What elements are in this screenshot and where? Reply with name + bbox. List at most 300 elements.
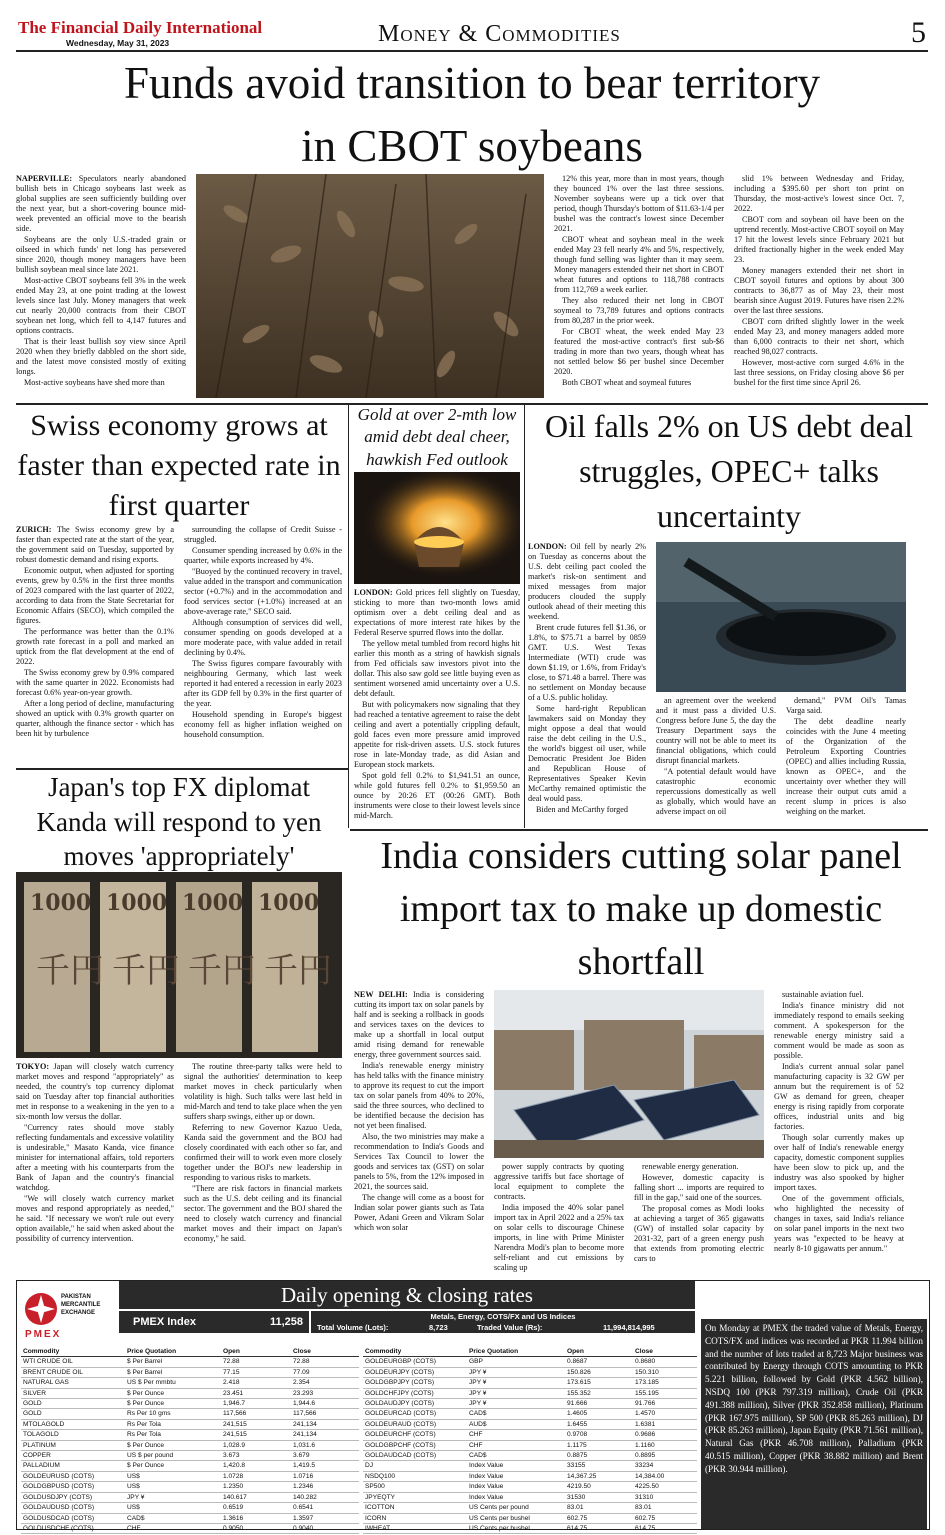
table-cell: 0.6541 xyxy=(291,1503,359,1513)
table-cell: 1,419.5 xyxy=(291,1461,359,1471)
table-cell: 83.01 xyxy=(633,1503,697,1513)
soybean-photo xyxy=(196,174,544,398)
soy-col-1 xyxy=(16,174,186,398)
table-cell: 72.88 xyxy=(221,1357,291,1367)
table-row xyxy=(21,1388,359,1398)
paragraph: Biden and McCarthy forged xyxy=(536,805,628,814)
table-row xyxy=(21,1482,359,1492)
table-cell: GOLD xyxy=(21,1399,125,1409)
vrule-b xyxy=(524,404,525,828)
table-cell: Rs Per 10 gms xyxy=(125,1409,221,1419)
table-cell: Index Value xyxy=(467,1471,565,1481)
table-cell: $ Per Ounce xyxy=(125,1388,221,1398)
table-cell: CHF xyxy=(125,1523,221,1533)
table-cell: COPPER xyxy=(21,1451,125,1461)
table-cell: 117,566 xyxy=(221,1409,291,1419)
table-cell: JPY ¥ xyxy=(467,1388,565,1398)
table-row xyxy=(363,1523,697,1533)
table-cell: 33234 xyxy=(633,1461,697,1471)
table-cell: 3.679 xyxy=(291,1451,359,1461)
table-cell: 602.75 xyxy=(633,1513,697,1523)
paragraph: "A potential default would have catastrophic economic repercussions domestically as well as globally, which would have an adverse impact on oil xyxy=(656,767,776,816)
paragraph: NEW DELHI: India is considering cutting its import tax on solar panels by half and is seeking a rollback in goods and services taxes on the devices to make up a shortfall in local output amid rising demand for renewable energy, three government sources said. xyxy=(354,990,484,1059)
table-cell: TOLAGOLD xyxy=(21,1430,125,1440)
headline-soybeans: Funds avoid transition to bear territory in CBOT soybeans xyxy=(123,58,821,171)
paragraph: demand," PVM Oil's Tamas Varga said. xyxy=(786,696,906,715)
table-cell: 155.195 xyxy=(633,1388,697,1398)
paragraph: Though solar currently makes up over half of India's renewable energy capacity, domestic component supplies have been slow to pick up, and the industry was also spooked by higher import taxes. xyxy=(774,1133,904,1192)
column-header: Commodity xyxy=(21,1347,125,1357)
traded-value: 11,994,814,995 xyxy=(603,1323,655,1332)
table-cell: 31530 xyxy=(565,1492,633,1502)
table-header xyxy=(21,1347,359,1357)
rates-box xyxy=(16,1280,930,1530)
table-cell: GOLDUSDJPY (COTS) xyxy=(21,1492,125,1502)
paragraph: India's renewable energy ministry has held talks with the finance ministry to approve its request to cut the import tax on solar panels from 40% to 20%, said the three sources, who declined to be identified because the decision has not yet been finalised. xyxy=(354,1061,484,1130)
table-cell: 1,031.6 xyxy=(291,1440,359,1450)
table-cell: US Cents per bushel xyxy=(467,1513,565,1523)
paragraph: The proposal comes as Modi looks at achieving a target of 365 gigawatts (GW) of installed solar capacity by 2031-32, part of a green energy push that extends from promoting electric cars to xyxy=(634,1204,764,1263)
table-cell: GOLDGBPUSD (COTS) xyxy=(21,1482,125,1492)
table-cell: GOLDEURAUD (COTS) xyxy=(363,1419,467,1429)
table-cell: JPY ¥ xyxy=(125,1492,221,1502)
table-cell: GOLDAUDUSD (COTS) xyxy=(21,1503,125,1513)
rates-title: Daily opening & closing rates xyxy=(119,1281,695,1309)
paragraph: After a long period of decline, manufacturing showed an uptick with 0.3% growth quarter on quarter, although the finance sector - which has been hit by turbulence xyxy=(16,699,174,738)
table-cell: 241,134 xyxy=(291,1419,359,1429)
table-cell: US Cents per pound xyxy=(467,1503,565,1513)
paragraph: India's current annual solar panel manufacturing capacity is 32 GW per annum but the requirement is of 52 GW as demand for green, cheaper energy is rising rapidly from corporate offices, industrial units and big factories. xyxy=(774,1062,904,1131)
table-header xyxy=(363,1347,697,1357)
paragraph: The Swiss figures compare favourably with neighbouring Germany, which last week reported it had entered a recession in early 2023 after its GDP fell by 0.3% in the first quarter of the year. xyxy=(184,659,342,708)
table-cell: CAD$ xyxy=(467,1409,565,1419)
index-label: PMEX Index xyxy=(133,1316,196,1328)
table-cell: Rs Per Tola xyxy=(125,1419,221,1429)
table-row xyxy=(21,1419,359,1429)
table-cell: 1.6381 xyxy=(633,1419,697,1429)
svg-text:千円: 千円 xyxy=(36,951,104,991)
table-cell: GOLDAUDJPY (COTS) xyxy=(363,1399,467,1409)
issue-date: Wednesday, May 31, 2023 xyxy=(66,38,170,48)
table-cell: JPY ¥ xyxy=(467,1378,565,1388)
table-cell: GOLDUSDCHF (COTS) xyxy=(21,1523,125,1533)
gold-body xyxy=(354,588,520,828)
table-cell: 0.8687 xyxy=(565,1357,633,1367)
yen-photo xyxy=(16,872,342,1058)
table-cell: 23.293 xyxy=(291,1388,359,1398)
table-cell: 1.1175 xyxy=(565,1440,633,1450)
pmex-logo xyxy=(21,1285,115,1343)
paragraph: Also, the two ministries may make a recommendation to India's Goods and Services Tax Council to lower the goods and services tax (GST) on solar panels to 5%, from the 12% imposed in 2021, the sources said. xyxy=(354,1132,484,1191)
table-cell: 3.673 xyxy=(221,1451,291,1461)
table-cell: 241,515 xyxy=(221,1419,291,1429)
table-cell: 0.9686 xyxy=(633,1430,697,1440)
table-row xyxy=(363,1378,697,1388)
table-cell: 150.310 xyxy=(633,1367,697,1377)
headline-swiss: Swiss economy grows at faster than expected rate in first quarter xyxy=(17,409,341,522)
table-cell: 0.9050 xyxy=(221,1523,291,1533)
paragraph: surrounding the collapse of Credit Suisse - struggled. xyxy=(184,525,342,544)
svg-text:千円: 千円 xyxy=(264,951,332,991)
table-cell: $ Per Ounce xyxy=(125,1461,221,1471)
solar-photo xyxy=(494,990,764,1158)
paragraph: The routine three-party talks were held to signal the authorities' determination to keep market moves in check particularly when volatility is high. Such talks were last held in mid-March and tend to take place when the yen suffers sharp swings, either up or down. xyxy=(184,1062,342,1121)
pmex-logo-icon xyxy=(23,1291,59,1327)
swiss-col-1 xyxy=(16,525,174,765)
index-bar xyxy=(119,1311,309,1333)
paragraph: "There are risk factors in financial markets such as the U.S. debt ceiling and its financial sector. The government and the BOJ shared the need to closely watch currency and financial market moves and their impact on Japan's economy," he said. xyxy=(184,1184,342,1243)
dateline: TOKYO: xyxy=(16,1062,54,1071)
headline-oil: Oil falls 2% on US debt deal struggles, OPEC+ talks uncertainty xyxy=(545,408,913,534)
table-row xyxy=(21,1451,359,1461)
table-cell: 83.01 xyxy=(565,1503,633,1513)
section-title: Money & Commodities xyxy=(378,21,621,47)
table-row xyxy=(21,1513,359,1523)
paragraph: "Currency rates should move stably reflecting fundamentals and excessive volatility is undesirable," Masato Kanda, vice finance minister for international affairs, told reporters after a meeting with his counterparts from the Bank of Japan and the country's financial watchdog. xyxy=(16,1123,174,1192)
rates-table-left xyxy=(21,1347,359,1534)
paragraph: But with policymakers now signaling that they had reached a tentative agreement to raise the debt ceiling and avert a potentially crippling default, gold faces even more pressure amid improved appetite for risk-driven assets. U.S. stock futures rose in late-Monday trade, as did Asian and European stock markets. xyxy=(354,700,520,769)
table-cell: 140.282 xyxy=(291,1492,359,1502)
table-cell: 1.1160 xyxy=(633,1440,697,1450)
paragraph: India imposed the 40% solar panel import tax in April 2022 and a 25% tax on solar cells to discourage Chinese imports, in line with Prime Minister Narendra Modi's plan to become more self-reliant and cut emissions by scaling up xyxy=(494,1203,624,1272)
table-cell: GOLDGBPCHF (COTS) xyxy=(363,1440,467,1450)
headline-japan: Japan's top FX diplomat Kanda will respond to yen moves 'appropriately' xyxy=(36,772,322,872)
headline-gold: Gold at over 2-mth low amid debt deal cheer, hawkish Fed outlook xyxy=(357,405,517,469)
table-cell: 0.9040 xyxy=(291,1523,359,1533)
vrule-a xyxy=(348,404,349,828)
table-cell: US$ xyxy=(125,1482,221,1492)
table-cell: CAD$ xyxy=(467,1451,565,1461)
table-cell: 91.666 xyxy=(565,1399,633,1409)
paragraph: an agreement over the weekend and it must pass a divided U.S. Congress before June 5, the day the Treasury Department says the country will not be able to meet its financial obligations, which could disrupt financial markets. xyxy=(656,696,776,765)
svg-text:千円: 千円 xyxy=(112,951,180,991)
table-cell: 0.8680 xyxy=(633,1357,697,1367)
table-cell: 0.8875 xyxy=(565,1451,633,1461)
japan-col-2 xyxy=(184,1062,342,1276)
logo-abbr: PMEX xyxy=(25,1329,62,1340)
table-cell: IWHEAT xyxy=(363,1523,467,1533)
table-cell: US $ per pound xyxy=(125,1451,221,1461)
table-cell: GOLDCHFJPY (COTS) xyxy=(363,1388,467,1398)
dateline: NEW DELHI: xyxy=(354,990,414,999)
india-col-3 xyxy=(634,1162,764,1276)
table-row xyxy=(363,1503,697,1513)
rates-subtitle: Metals, Energy, COTS/FX and US Indices xyxy=(311,1311,695,1322)
paragraph: 12% this year, more than in most years, though they bounced 1% over the last three sessions. November soybeans were up a tick over that period, though Thursday's bottom of $11.63-1/4 per bushel was the contract's lowest since December 2021. xyxy=(554,174,724,233)
table-cell: US$ xyxy=(125,1503,221,1513)
table-row xyxy=(21,1523,359,1533)
table-cell: 0.8895 xyxy=(633,1451,697,1461)
paragraph: India's finance ministry did not immediately respond to emails seeking comment. A spokesperson for the renewable energy ministry said a comment would be made as soon as possible. xyxy=(774,1001,904,1060)
table-cell: 4225.50 xyxy=(633,1482,697,1492)
table-cell: 0.6519 xyxy=(221,1503,291,1513)
volume-bar xyxy=(311,1322,695,1333)
table-cell: JPYEQTY xyxy=(363,1492,467,1502)
table-cell: GOLDUSDCAD (COTS) xyxy=(21,1513,125,1523)
table-cell: NSDQ100 xyxy=(363,1471,467,1481)
logo-text: PAKISTAN MERCANTILE EXCHANGE xyxy=(61,1294,101,1316)
table-cell: 2.418 xyxy=(221,1378,291,1388)
column-header: Commodity xyxy=(363,1347,467,1357)
svg-text:1000: 1000 xyxy=(182,890,244,916)
oil-barrel-image xyxy=(656,542,906,692)
table-cell: US $ Per mmbtu xyxy=(125,1378,221,1388)
paragraph: CBOT wheat and soybean meal in the week ended May 23 fell nearly 4% and 5%, respectively, though fund selling was lighter than it may seem. Money managers extended their net short in CBOT wheat futures and options to 118,788 contracts from 112,769 a week earlier. xyxy=(554,235,724,294)
table-cell: 150.826 xyxy=(565,1367,633,1377)
table-cell: 1,028.9 xyxy=(221,1440,291,1450)
paragraph: Money managers extended their net short in CBOT soyoil futures and options by about 300 contracts to 36,877 as of May 23, their most bearish since August 2019. Futures have risen 2.2% over the last three sessions. xyxy=(734,266,904,315)
paragraph: Spot gold fell 0.2% to $1,941.51 an ounce, while gold futures fell 0.2% to $1,959.50 an ounce by 20:26 ET (00:26 GMT). Both instruments were close to their lowest levels since mid-March. xyxy=(354,771,520,820)
yen-banknotes-image xyxy=(16,872,342,1058)
paragraph: Referring to new Governor Kazuo Ueda, Kanda said the government and the BOJ had closely coordinated with each other so far, and confirmed their will to work even more closely together under the BOJ's new leadership in responding to various risks to markets. xyxy=(184,1123,342,1182)
paragraph: They also reduced their net long in CBOT soymeal to 73,789 futures and options contracts from 80,287 in the prior week. xyxy=(554,296,724,325)
page-number: 5 xyxy=(911,16,926,49)
rates-summary: On Monday at PMEX the traded value of Metals, Energy, COTS/FX and indices was recorded at PKR 11.994 billion and the number of lots traded at 8,723 Major business was contributed by Energy through COTS amounting to PKR 5.221 billion, followed by Gold (PKR 4.562 billion), NSDQ 100 (PKR 797.319 million), Crude Oil (PKR 491.388 million), Silver (PKR 352.858 million), Platinum (PKR 167.975 million), SP 500 (PKR 85.263 million), DJ (PKR 85.263 million), Japan Equity (PKR 71.561 million), Natural Gas (PKR 46.708 million), Palladium (PKR 40.515 million), Copper (PKR 38.882 million) and Brent (PKR 30.944 million). xyxy=(701,1319,927,1529)
table-cell: AUD$ xyxy=(467,1419,565,1429)
table-cell: CHF xyxy=(467,1440,565,1450)
table-cell: 1.6455 xyxy=(565,1419,633,1429)
table-cell: PLATINUM xyxy=(21,1440,125,1450)
paragraph: Household spending in Europe's biggest economy fell as higher inflation weighed on household consumption. xyxy=(184,710,342,739)
table-cell: 1.0716 xyxy=(291,1471,359,1481)
table-cell: 1.0728 xyxy=(221,1471,291,1481)
paragraph: One of the government officials, who highlighted the necessity of changes in taxes, said India's reliance on solar panel imports in the next two years was "expected to be heavy at nearly 8-10 gigawatts per annum." xyxy=(774,1194,904,1253)
table-cell: 1.3597 xyxy=(291,1513,359,1523)
paragraph: sustainable aviation fuel. xyxy=(782,990,864,999)
paragraph: Most-active soybeans have shed more than xyxy=(24,378,165,387)
table-cell: $ Per Barrel xyxy=(125,1367,221,1377)
column-header: Close xyxy=(291,1347,359,1357)
table-cell: 0.9708 xyxy=(565,1430,633,1440)
paragraph: renewable energy generation. xyxy=(642,1162,739,1171)
table-cell: GOLDEURGBP (COTS) xyxy=(363,1357,467,1367)
table-cell: 31310 xyxy=(633,1492,697,1502)
table-cell: 77.09 xyxy=(291,1367,359,1377)
table-row xyxy=(363,1513,697,1523)
paragraph: power supply contracts by quoting aggressive tariffs but face shortage of local equipment to complete the contracts. xyxy=(494,1162,624,1201)
table-row xyxy=(363,1409,697,1419)
headline-india: India considers cutting solar panel import tax to make up domestic shortfall xyxy=(380,835,902,984)
dateline: LONDON: xyxy=(528,542,571,551)
paragraph: The performance was better than the 0.1% growth rate forecast in a poll and marked an uptick from the flat development at the end of 2022. xyxy=(16,627,174,666)
table-cell: JPY ¥ xyxy=(467,1367,565,1377)
table-cell: Index Value xyxy=(467,1482,565,1492)
table-cell: 72.88 xyxy=(291,1357,359,1367)
table-row xyxy=(363,1492,697,1502)
table-row xyxy=(21,1357,359,1367)
table-cell: CHF xyxy=(467,1430,565,1440)
svg-text:千円: 千円 xyxy=(188,951,256,991)
table-cell: GOLDEURJPY (COTS) xyxy=(363,1367,467,1377)
table-cell: ICORN xyxy=(363,1513,467,1523)
paragraph: Most-active CBOT soybeans fell 3% in the week ended May 23, at one point trading at the lowest levels since last July. Money managers that week cut nearly 20,000 contracts from their CBOT soybean net long, which fell to 4,147 futures and options contracts. xyxy=(16,276,186,335)
gold-photo xyxy=(354,472,520,584)
table-cell: 155.352 xyxy=(565,1388,633,1398)
volume-label: Total Volume (Lots): xyxy=(317,1323,389,1332)
table-row xyxy=(363,1482,697,1492)
table-cell: CAD$ xyxy=(125,1513,221,1523)
paragraph: ZURICH: The Swiss economy grew by a faster than expected rate at the start of the year, the government said on Tuesday, supported by robust domestic demand and rising exports. xyxy=(16,525,174,564)
paragraph: The change will come as a boost for Indian solar power giants such as Tata Power, Adani Green and Vikram Solar which won solar xyxy=(354,1193,484,1232)
table-cell: 614.75 xyxy=(565,1523,633,1533)
table-cell: SP500 xyxy=(363,1482,467,1492)
table-cell: 173.185 xyxy=(633,1378,697,1388)
table-cell: 91.766 xyxy=(633,1399,697,1409)
column-header: Price Quotation xyxy=(125,1347,221,1357)
paragraph: Brent crude futures fell $1.36, or 1.8%, to $75.71 a barrel by 0859 GMT. U.S. West Texas Intermediate (WTI) crude was down $1.19, or 1.6%, from Friday's close, to $71.48 a barrel. There was no settlement on Monday because of a U.S. public holiday. xyxy=(528,623,646,702)
table-cell: 1,420.8 xyxy=(221,1461,291,1471)
india-col-1 xyxy=(354,990,484,1276)
paragraph: TOKYO: Japan will closely watch currency market moves and respond "appropriately" as needed, the country's top currency diplomat said on Tuesday after top financial authorities met in response to a weakening in the yen to a six-month low versus the dollar. xyxy=(16,1062,174,1121)
table-row xyxy=(363,1399,697,1409)
soy-col-2 xyxy=(554,174,724,398)
table-cell: 14,367.25 xyxy=(565,1471,633,1481)
table-row xyxy=(21,1367,359,1377)
table-cell: GOLDEURCAD (COTS) xyxy=(363,1409,467,1419)
table-cell: GOLDEURUSD (COTS) xyxy=(21,1471,125,1481)
table-cell: 1,946.7 xyxy=(221,1399,291,1409)
table-cell: 4219.50 xyxy=(565,1482,633,1492)
table-cell: BRENT CRUDE OIL xyxy=(21,1367,125,1377)
paragraph: CBOT corn drifted slightly lower in the week ended May 23, and money managers added more than 6,000 contracts to their net short, which reached 98,027 contracts. xyxy=(734,317,904,356)
table-cell: 1.2346 xyxy=(291,1482,359,1492)
paragraph: Although consumption of services did well, consumer spending on goods developed at a more moderate pace, with value added in retail declining by 0.4%. xyxy=(184,618,342,657)
japan-col-1 xyxy=(16,1062,174,1276)
table-cell: 614.75 xyxy=(633,1523,697,1533)
table-cell: Index Value xyxy=(467,1492,565,1502)
table-cell: Rs Per Tola xyxy=(125,1430,221,1440)
table-cell: MTOLAGOLD xyxy=(21,1419,125,1429)
column-header: Close xyxy=(633,1347,697,1357)
table-cell: 241,134 xyxy=(291,1430,359,1440)
rooftop-solar-panels-image xyxy=(494,990,764,1158)
table-cell: $ Per Barrel xyxy=(125,1357,221,1367)
table-cell: 2.354 xyxy=(291,1378,359,1388)
table-cell: 602.75 xyxy=(565,1513,633,1523)
paragraph: However, domestic capacity is falling short ... imports are required to fill in the gap," said one of the sources. xyxy=(634,1173,764,1202)
dateline: ZURICH: xyxy=(16,525,57,534)
paragraph: NAPERVILLE: Speculators nearly abandoned bullish bets in Chicago soybeans last week as global supplies are seen sufficiently building over the next year, but a short-covering bounce mid-week prevented an official move to the bearish side. xyxy=(16,174,186,233)
table-cell: NATURAL GAS xyxy=(21,1378,125,1388)
table-cell: Index Value xyxy=(467,1461,565,1471)
soy-col-3 xyxy=(734,174,904,398)
paragraph: Soybeans are the only U.S.-traded grain or oilseed in which funds' net long has persevered since 2020, though money managers have been bullish soybean meal since late 2021. xyxy=(16,235,186,274)
paragraph: For CBOT wheat, the week ended May 23 featured the most-active contract's first sub-$6 trading in more than two years, though wheat has not settled below $6 per bushel since December 2020. xyxy=(554,327,724,376)
table-cell: 117,566 xyxy=(291,1409,359,1419)
table-row xyxy=(363,1357,697,1367)
table-row xyxy=(21,1461,359,1471)
table-row xyxy=(21,1471,359,1481)
dateline: NAPERVILLE: xyxy=(16,174,79,183)
paragraph: LONDON: Oil fell by nearly 2% on Tuesday as concerns about the U.S. debt ceiling pact cooled the market's risk-on sentiment and mixed messages from major producers clouded the supply outlook ahead of their meeting this weekend. xyxy=(528,542,646,621)
table-cell: PALLADIUM xyxy=(21,1461,125,1471)
volume-value: 8,723 xyxy=(429,1323,448,1332)
table-row xyxy=(363,1451,697,1461)
paragraph: The Swiss economy grew by 0.9% compared with the same quarter in 2022. Economists had forecast 0.6% year-on-year growth. xyxy=(16,668,174,697)
table-cell: DJ xyxy=(363,1461,467,1471)
paragraph: That is their least bullish soy view since April 2020 when they briefly dabbled on the short side, and the latest move consisted mostly of exiting longs. xyxy=(16,337,186,376)
paragraph: LONDON: Gold prices fell slightly on Tuesday, sticking to more than two-month lows amid optimism over a debt ceiling deal and as expectations of more interest rate hikes by the Federal Reserve spurred flows into the dollar. xyxy=(354,588,520,637)
india-col-2 xyxy=(494,1162,624,1276)
india-col-4 xyxy=(774,990,904,1276)
table-cell: $ Per Ounce xyxy=(125,1440,221,1450)
paragraph: "We will closely watch currency market moves and respond appropriately as needed," he said. "If necessary we won't rule out every option available," he said when asked about the possibility of currency intervention. xyxy=(16,1194,174,1243)
table-cell: 140.617 xyxy=(221,1492,291,1502)
soybean-plants-image xyxy=(196,174,544,398)
table-cell: 1.2350 xyxy=(221,1482,291,1492)
gold-smelting-image xyxy=(354,472,520,584)
oil-col-3 xyxy=(786,696,906,828)
table-cell: 14,384.00 xyxy=(633,1471,697,1481)
oil-col-2 xyxy=(656,696,776,828)
table-cell: GOLD xyxy=(21,1409,125,1419)
table-cell: 173.615 xyxy=(565,1378,633,1388)
table-row xyxy=(21,1492,359,1502)
table-cell: 241,515 xyxy=(221,1430,291,1440)
paragraph: The debt deadline nearly coincides with the June 4 meeting of the Organization of the Petroleum Exporting Countries (OPEC) and allies including Russia, known as OPEC+, and the uncertainty over whether they will increase their output cuts amid a recent slump in prices is also weighing on the market. xyxy=(786,717,906,816)
paragraph: "Buoyed by the continued recovery in travel, value added in the transport and communication sector (+0.7%) and in the accommodation and food services sector (+1.0%) increased at an above-average rate," SECO said. xyxy=(184,567,342,616)
svg-text:1000: 1000 xyxy=(30,890,92,916)
table-cell: 1.4570 xyxy=(633,1409,697,1419)
column-header: Open xyxy=(221,1347,291,1357)
table-row xyxy=(363,1419,697,1429)
rates-table-right xyxy=(363,1347,697,1534)
table-cell: GOLDAUDCAD (COTS) xyxy=(363,1451,467,1461)
table-row xyxy=(21,1409,359,1419)
paragraph: Consumer spending increased by 0.6% in the quarter, while exports increased by 4%. xyxy=(184,546,342,565)
table-row xyxy=(363,1367,697,1377)
table-cell: GOLDGBPJPY (COTS) xyxy=(363,1378,467,1388)
table-row xyxy=(21,1440,359,1450)
table-cell: GBP xyxy=(467,1357,565,1367)
column-header: Open xyxy=(565,1347,633,1357)
svg-text:1000: 1000 xyxy=(106,890,168,916)
table-row xyxy=(21,1430,359,1440)
table-row xyxy=(363,1471,697,1481)
table-cell: GOLDEURCHF (COTS) xyxy=(363,1430,467,1440)
paragraph: The yellow metal tumbled from record highs hit earlier this month as a string of hawkish signals from Fed officials saw investors pivot into the dollar. This also saw gold see little buying even as sentiment worsened amid uncertainty over a U.S. debt default. xyxy=(354,639,520,698)
table-cell: SILVER xyxy=(21,1388,125,1398)
table-cell: 23.451 xyxy=(221,1388,291,1398)
paragraph: Some hard-right Republican lawmakers said on Monday they might oppose a deal that would raise the debt ceiling in the U.S., the world's biggest oil user, while Democratic President Joe Biden and Republican House of Representatives Speaker Kevin McCarthy remained optimistic the deal would pass. xyxy=(528,704,646,803)
paragraph: CBOT corn and soybean oil have been on the uptrend recently. Most-active CBOT soyoil on May 17 hit the lowest levels since February 2021 but drifted fractionally higher in the week ended May 23. xyxy=(734,215,904,264)
table-cell: 1,944.6 xyxy=(291,1399,359,1409)
table-row xyxy=(21,1399,359,1409)
table-cell: 77.15 xyxy=(221,1367,291,1377)
table-row xyxy=(21,1378,359,1388)
table-row xyxy=(363,1461,697,1471)
paper-name: The Financial Daily International xyxy=(18,18,263,37)
table-cell: US Cents per bushel xyxy=(467,1523,565,1533)
paragraph: Economic output, when adjusted for sporting events, grew by 0.5% in the first three months of 2023 compared with the last quarter of 2022, according to data from the State Secretariat for Economic Affairs (SECO), which compiled the figures. xyxy=(16,566,174,625)
index-value: 11,258 xyxy=(269,1316,303,1328)
table-cell: JPY ¥ xyxy=(467,1399,565,1409)
table-row xyxy=(363,1440,697,1450)
paragraph: slid 1% between Wednesday and Friday, including a $395.60 per short ton print on Thursday, the most-active's lowest since Oct. 7, 2022. xyxy=(734,174,904,213)
traded-value-label: Traded Value (Rs): xyxy=(477,1323,543,1332)
table-cell: WTI CRUDE OIL xyxy=(21,1357,125,1367)
table-row xyxy=(363,1430,697,1440)
table-cell: 1.3616 xyxy=(221,1513,291,1523)
swiss-col-2 xyxy=(184,525,342,765)
table-cell: US$ xyxy=(125,1471,221,1481)
dateline: LONDON: xyxy=(354,588,396,597)
paragraph: Both CBOT wheat and soymeal futures xyxy=(562,378,692,387)
masthead xyxy=(18,14,928,50)
table-cell: 33155 xyxy=(565,1461,633,1471)
paragraph: However, most-active corn surged 4.6% in the last three sessions, on Friday closing above $6 per bushel for the first time since April 26. xyxy=(734,358,904,387)
oil-photo xyxy=(656,542,906,692)
